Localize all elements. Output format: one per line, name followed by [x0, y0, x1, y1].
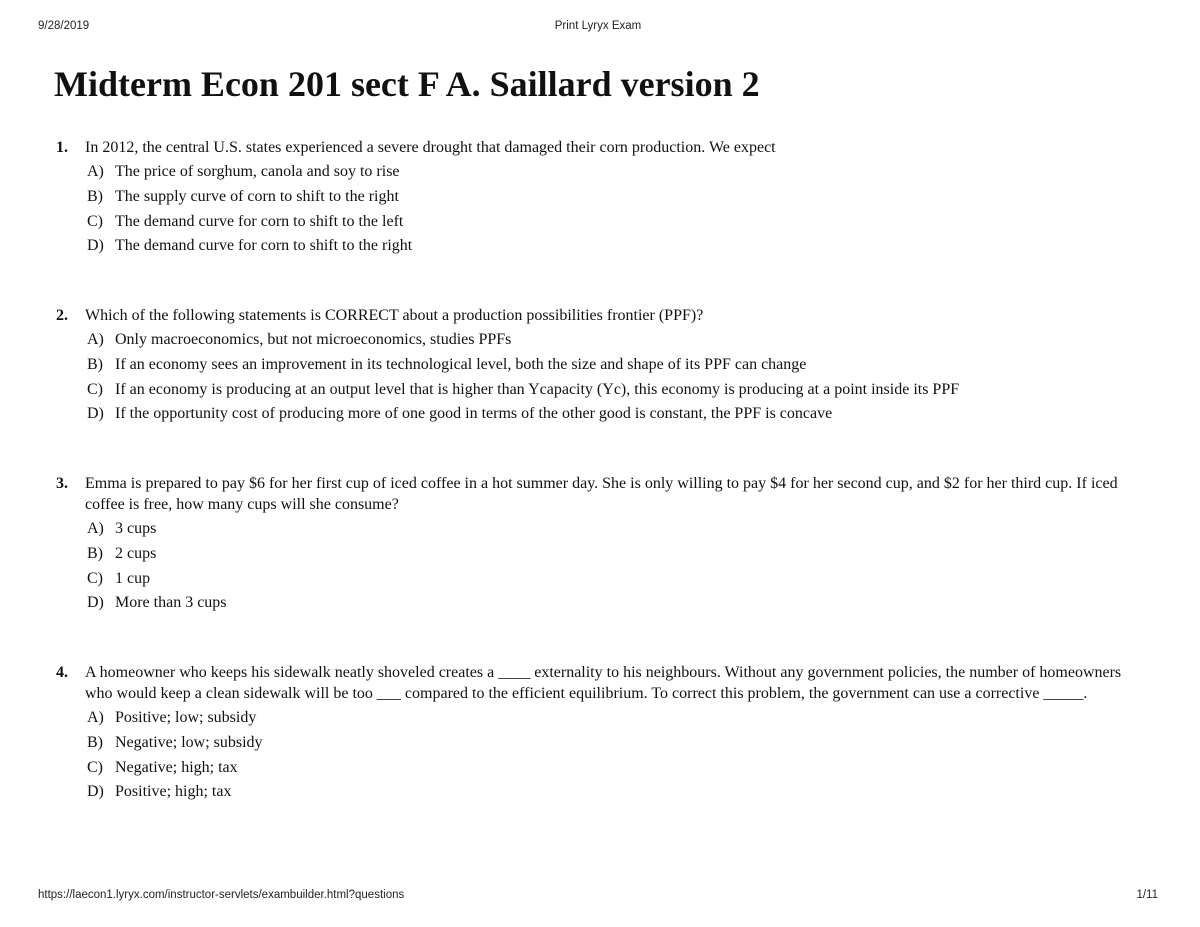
option-letter: C): [87, 380, 103, 398]
answer-option-a: [87, 329, 1122, 354]
option-text: 3 cups: [115, 520, 157, 537]
option-text: 2 cups: [115, 544, 157, 562]
answer-option-d: [87, 592, 1122, 617]
option-letter: A): [87, 331, 104, 348]
option-text: The price of sorghum, canola and soy to rise: [115, 163, 400, 180]
question-text: A homeowner who keeps his sidewalk neatly shoveled creates a ____ externality to his neighbours. Without any government policies, the number of homeowners who would keep a clean sidewalk will be too ___ compared to the efficient equilibrium. To correct this problem, the government can use a corrective _____.: [85, 664, 1122, 702]
answer-option-a: [87, 707, 1122, 732]
answer-option-c: [87, 379, 1122, 404]
answer-options: [87, 707, 1122, 806]
question-number: 2.: [56, 307, 68, 324]
option-letter: B): [87, 187, 103, 205]
option-text: 1 cup: [115, 569, 151, 587]
option-letter: C): [87, 212, 103, 230]
option-text: Only macroeconomics, but not microeconomics, studies PPFs: [115, 331, 512, 348]
question-2: [56, 305, 1122, 428]
print-page-title: Print Lyryx Exam: [554, 20, 642, 32]
option-letter: D): [87, 783, 104, 801]
question-text: In 2012, the central U.S. states experienced a severe drought that damaged their corn production. We expect: [85, 139, 776, 156]
print-url: https://laecon1.lyryx.com/instructor-servlets/exambuilder.html?questions: [38, 889, 405, 901]
option-letter: D): [87, 594, 104, 612]
option-letter: B): [87, 733, 103, 751]
answer-options: [87, 518, 1122, 617]
option-text: Positive; low; subsidy: [115, 709, 257, 726]
answer-option-c: [87, 757, 1122, 782]
answer-option-b: [87, 543, 1122, 568]
answer-option-a: [87, 161, 1122, 186]
option-text: Negative; high; tax: [115, 758, 238, 776]
option-letter: D): [87, 405, 104, 423]
exam-title: Midterm Econ 201 sect F A. Saillard version 2: [54, 64, 760, 104]
question-number: 1.: [56, 139, 68, 156]
question-1: [56, 137, 1122, 260]
option-text: Negative; low; subsidy: [115, 733, 263, 751]
option-text: More than 3 cups: [115, 594, 227, 612]
answer-option-a: [87, 518, 1122, 543]
option-text: If an economy sees an improvement in its technological level, both the size and shape of its PPF can change: [115, 355, 807, 373]
question-3: [56, 473, 1122, 617]
question-text: Emma is prepared to pay $6 for her first cup of iced coffee in a hot summer day. She is only willing to pay $4 for her second cup, and $2 for her third cup. If iced coffee is free, how many cups will she consume?: [85, 475, 1118, 513]
print-header: [38, 20, 1158, 38]
option-letter: A): [87, 520, 104, 537]
answer-options: [87, 329, 1122, 428]
option-text: The demand curve for corn to shift to the right: [115, 237, 413, 255]
print-date: 9/28/2019: [38, 20, 90, 32]
print-footer: [38, 889, 1158, 907]
option-letter: B): [87, 355, 103, 373]
answer-option-c: [87, 211, 1122, 236]
option-letter: D): [87, 237, 104, 255]
option-text: The demand curve for corn to shift to the left: [115, 212, 404, 230]
answer-option-d: [87, 781, 1122, 806]
page-number: 1/11: [1136, 889, 1158, 901]
option-letter: A): [87, 709, 104, 726]
answer-option-b: [87, 186, 1122, 211]
option-text: If an economy is producing at an output level that is higher than Ycapacity (Yc), this economy is producing at a point inside its PPF: [115, 380, 960, 398]
answer-options: [87, 161, 1122, 260]
option-text: The supply curve of corn to shift to the right: [115, 187, 399, 205]
question-number: 3.: [56, 475, 68, 492]
question-number: 4.: [56, 664, 68, 681]
option-letter: A): [87, 163, 104, 180]
answer-option-c: [87, 568, 1122, 593]
option-letter: C): [87, 758, 103, 776]
option-letter: C): [87, 569, 103, 587]
question-4: [56, 662, 1122, 806]
option-letter: B): [87, 544, 103, 562]
answer-option-d: [87, 235, 1122, 260]
answer-option-d: [87, 403, 1122, 428]
option-text: If the opportunity cost of producing more of one good in terms of the other good is constant, the PPF is concave: [115, 405, 833, 423]
question-text: Which of the following statements is CORRECT about a production possibilities frontier (PPF)?: [85, 307, 704, 324]
option-text: Positive; high; tax: [115, 783, 232, 801]
answer-option-b: [87, 354, 1122, 379]
answer-option-b: [87, 732, 1122, 757]
